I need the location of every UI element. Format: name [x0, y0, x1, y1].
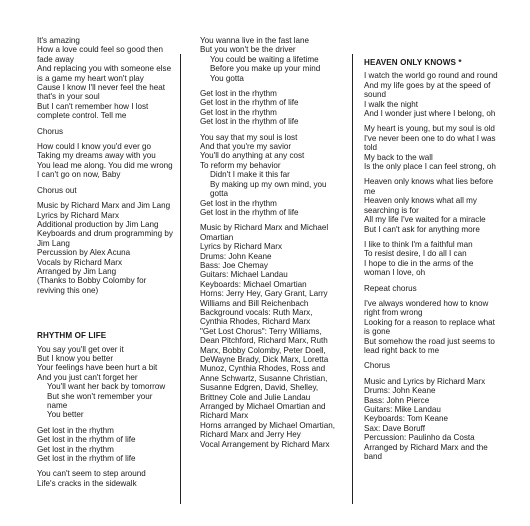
heaven-verse-3 — [364, 240, 506, 278]
text-line: right from wrong — [364, 308, 423, 318]
song-title-rhythm-of-life: RHYTHM OF LIFE — [37, 331, 107, 341]
text-line: And my life goes by at the speed of — [364, 80, 491, 90]
text-line: Get lost in the rhythm — [200, 107, 277, 117]
text-line: I hope to die in the arms of the — [364, 258, 474, 268]
text-line: My back to the wall — [364, 152, 433, 162]
text-line: is gone — [364, 327, 391, 337]
text-line: And you just can't forget her — [37, 372, 138, 382]
text-line: Guitars: Michael Landau — [200, 270, 288, 280]
text-line: Guitars: Mike Landau — [364, 405, 441, 414]
text-line: Get lost in the rhythm of life — [200, 98, 299, 108]
song-credits — [37, 201, 173, 295]
text-line: Keyboards: Michael Omartian — [200, 279, 307, 289]
text-line: Horns: Jerry Hey, Gary Grant, Larry — [200, 289, 328, 299]
text-line: Cynthia Rhodes, Richard Marx — [200, 317, 311, 327]
text-line: Music by Richard Marx and Jim Lang — [37, 201, 171, 211]
text-line: You'll do anything at any cost — [200, 151, 305, 161]
text-line: Heaven only knows what all my — [364, 196, 477, 206]
text-line: You say that my soul is lost — [200, 132, 298, 142]
text-line: I like to think I'm a faithful man — [364, 239, 473, 249]
text-line: searching is for — [364, 205, 419, 215]
text-line: You wanna live in the fast lane — [200, 36, 310, 45]
text-line: band — [364, 452, 383, 462]
chorus-label-2: Chorus — [364, 361, 391, 371]
text-line: Music and Lyrics by Richard Marx — [364, 376, 486, 386]
text-line: Vocals by Richard Marx — [37, 257, 123, 267]
text-line: Richard Marx and Jerry Hey — [200, 430, 301, 440]
text-line: that's in your soul — [37, 92, 100, 102]
column-3 — [364, 58, 506, 461]
text-line: By making up my own mind, you — [210, 179, 327, 189]
text-line: Arranged by Jim Lang — [37, 266, 117, 276]
text-line: gotta — [210, 189, 229, 199]
text-line: Background vocals: Ruth Marx, — [200, 307, 313, 317]
text-line: You gotta — [210, 73, 244, 83]
text-line: "Get Lost Chorus": Terry Williams, — [200, 326, 322, 336]
text-line: Arranged by Richard Marx and the — [364, 442, 488, 452]
text-line: Drums: John Keane — [364, 386, 436, 396]
column-2 — [200, 36, 342, 449]
text-line: You'll want her back by tomorrow — [47, 382, 166, 392]
repeat-chorus-label: Repeat chorus — [364, 283, 417, 293]
text-line: reviving this one) — [37, 285, 99, 295]
text-line: Looking for a reason to replace what — [364, 317, 495, 327]
text-line: I watch the world go round and round — [364, 71, 498, 81]
chorus-label: Chorus — [37, 126, 64, 136]
rhythm-verse-2 — [37, 469, 170, 488]
heaven-verse-2 — [364, 124, 506, 171]
text-line: Vocal Arrangement by Richard Marx — [200, 439, 330, 449]
text-line: Get lost in the rhythm of life — [200, 117, 299, 127]
text-line: Get lost in the rhythm of life — [37, 435, 136, 445]
heaven-chorus — [364, 177, 506, 233]
rhythm-chorus-2 — [200, 89, 342, 127]
text-line: Music by Richard Marx and Michael — [200, 223, 329, 233]
text-line: I can't go on now, Baby — [37, 170, 121, 180]
text-line: All my life I've waited for a miracle — [364, 215, 486, 225]
heaven-credits — [364, 377, 506, 462]
text-line: sound — [364, 90, 387, 100]
rhythm-verse-1 — [37, 345, 170, 420]
text-line: But you won't be the driver — [200, 45, 296, 55]
text-line: Get lost in the rhythm — [37, 425, 114, 435]
text-line: Bass: Joe Chemay — [200, 260, 268, 270]
text-line: It's amazing — [37, 36, 80, 45]
text-line: How could I know you'd ever go — [37, 142, 152, 152]
text-line: But I know you better — [37, 353, 114, 363]
text-line: Get lost in the rhythm — [200, 198, 277, 208]
text-line: But somehow the road just seems to — [364, 336, 495, 346]
lyrics-block-1 — [37, 36, 170, 121]
text-line: Marx, Bobby Colomby, Peter Doell, — [200, 345, 326, 355]
text-line: Life's cracks in the sidewalk — [37, 478, 137, 488]
heaven-verse-1 — [364, 71, 506, 118]
text-line: Lyrics by Richard Marx — [200, 242, 283, 252]
text-line: Drums: John Keane — [200, 251, 272, 261]
rhythm-chorus — [37, 426, 170, 464]
text-line: name — [47, 401, 68, 410]
text-line: I walk the night — [364, 99, 418, 109]
text-line: Munoz, Cynthia Rhodes, Ross and — [200, 364, 326, 374]
text-line: Keyboards: Tom Keane — [364, 414, 448, 424]
text-line: Get lost in the rhythm — [37, 444, 114, 454]
text-line: told — [364, 143, 378, 153]
column-divider-1 — [180, 54, 181, 504]
song-title-text: HEAVEN ONLY KNOWS — [364, 58, 456, 67]
text-line: But she won't remember your — [47, 391, 153, 401]
title-asterisk: * — [458, 58, 462, 67]
text-line: DeWayne Brady, Dick Marx, Loretta — [200, 355, 329, 364]
text-line: You better — [47, 410, 84, 420]
text-line: To resist desire, I do all I can — [364, 249, 467, 259]
rhythm-credits — [200, 223, 342, 449]
text-line: But I can't remember how I lost — [37, 101, 149, 111]
lyrics-block-2 — [37, 142, 173, 180]
text-line: Richard Marx — [200, 411, 249, 421]
text-line: me — [364, 186, 376, 196]
text-line: I've always wondered how to know — [364, 298, 489, 308]
text-line: You say you'll get over it — [37, 344, 124, 354]
song-title-heaven-only-knows — [364, 58, 506, 67]
text-line: Keyboards and drum programming by — [37, 229, 173, 239]
text-line: To reform my behavior — [200, 160, 281, 170]
rhythm-chorus-3 — [200, 199, 342, 218]
text-line: You could be waiting a lifetime — [210, 54, 319, 64]
text-line: Get lost in the rhythm of life — [200, 207, 299, 217]
text-line: Your feelings have been hurt a bit — [37, 363, 158, 373]
text-line: But I can't ask for anything more — [364, 224, 480, 234]
text-line: Brittney Cole and Julie Landau — [200, 392, 311, 402]
text-line: Get lost in the rhythm of life — [37, 454, 136, 464]
text-line: Percussion: Paulinho da Costa — [364, 433, 475, 443]
text-line: Percussion by Alex Acuna — [37, 248, 131, 258]
text-line: Susanne Edgren, David, Shelley, — [200, 383, 319, 393]
text-line: Heaven only knows what lies before — [364, 177, 494, 187]
text-line: Dean Pitchford, Richard Marx, Ruth — [200, 336, 328, 346]
text-line: lead right back to me — [364, 345, 440, 355]
heaven-bridge — [364, 299, 506, 355]
text-line: Omartian — [200, 232, 234, 242]
text-line: You can't seem to step around — [37, 469, 146, 479]
text-line: Before you make up your mind — [210, 64, 321, 74]
text-line: I've never been one to do what I was — [364, 133, 496, 143]
text-line: Taking my dreams away with you — [37, 151, 156, 161]
text-line: Jim Lang — [37, 238, 70, 248]
text-line: fade away — [37, 54, 74, 64]
text-line: Didn't I make it this far — [210, 170, 290, 180]
text-line: woman I love, oh — [364, 268, 426, 278]
text-line: Horns arranged by Michael Omartian, — [200, 420, 335, 430]
text-line: Lyrics by Richard Marx — [37, 210, 120, 220]
text-line: Arranged by Michael Omartian and — [200, 402, 326, 412]
text-line: My heart is young, but my soul is old — [364, 124, 495, 134]
text-line: And I wonder just where I belong, oh — [364, 109, 496, 119]
text-line: Sax: Dave Boruff — [364, 423, 426, 433]
text-line: is a game my heart won't play — [37, 73, 144, 83]
text-line: Additional production by Jim Lang — [37, 219, 159, 229]
column-divider-2 — [352, 54, 353, 504]
text-line: Is the only place I can feel strong, oh — [364, 162, 496, 172]
text-line: Cause I know I'll never feel the heat — [37, 83, 165, 93]
text-line: Get lost in the rhythm — [200, 89, 277, 99]
text-line: Bass: John Pierce — [364, 395, 430, 405]
rhythm-verse-3 — [200, 36, 342, 83]
text-line: You lead me along. You did me wrong — [37, 160, 173, 170]
text-line: Williams and Bill Reichenbach — [200, 298, 309, 308]
text-line: And replacing you with someone else — [37, 64, 172, 74]
text-line: Anne Schwartz, Susanne Christian, — [200, 373, 328, 383]
text-line: (Thanks to Bobby Colomby for — [37, 276, 147, 286]
column-1 — [37, 36, 173, 488]
text-line: How a love could feel so good then — [37, 45, 163, 55]
text-line: And that you're my savior — [200, 142, 292, 152]
text-line: complete control. Tell me — [37, 111, 127, 121]
chorus-out-label: Chorus out — [37, 185, 77, 195]
rhythm-verse-4 — [200, 133, 342, 199]
